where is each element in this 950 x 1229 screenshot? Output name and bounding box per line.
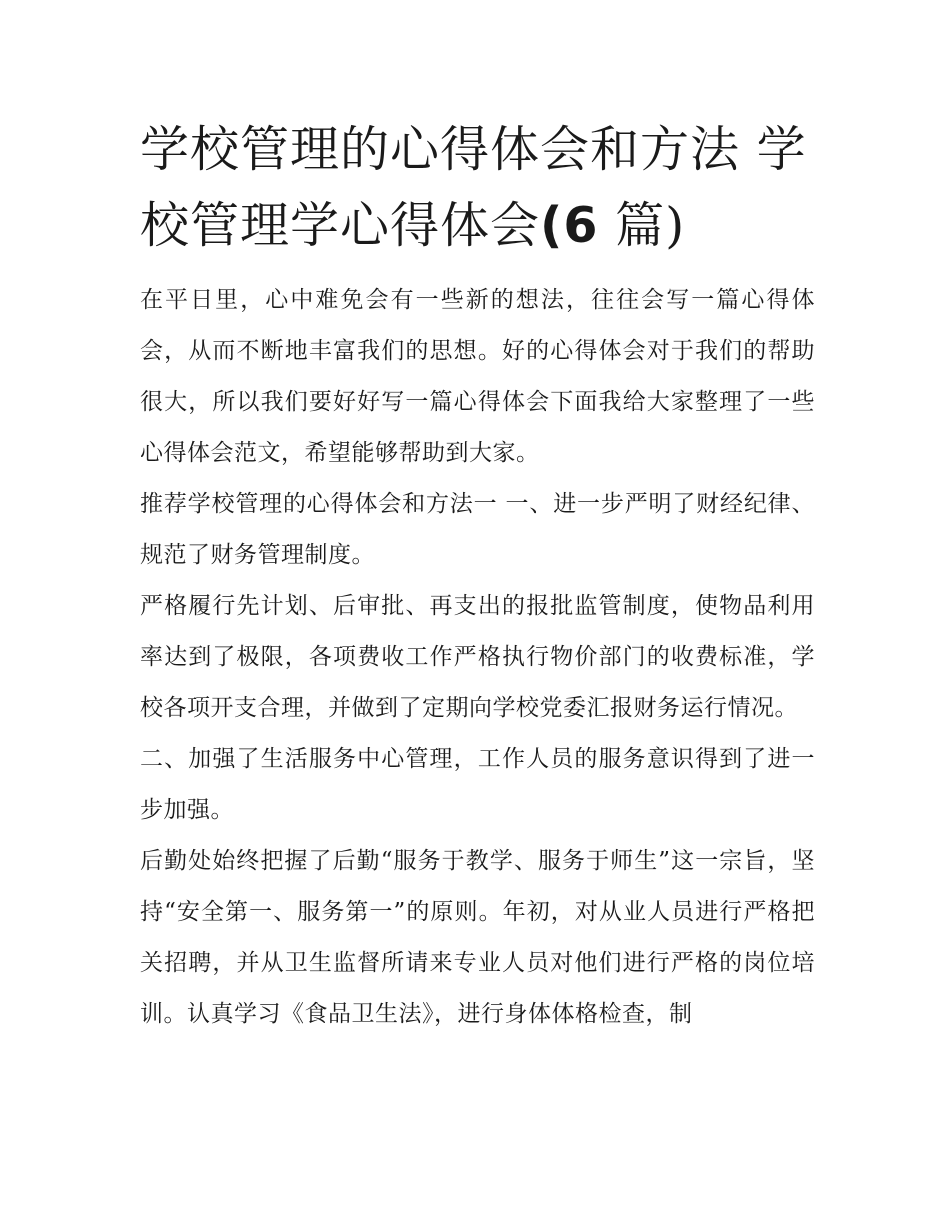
document-title [140,112,820,264]
title-text: 学校管理的心得体会和方法 学校管理学心得体会 [140,121,807,254]
title-count: (6 [540,197,599,254]
paragraph: 在平日里，心中难免会有一些新的想法，往往会写一篇心得体会，从而不断地丰富我们的思想。好的心得体会对于我们的帮助很大，所以我们要好好写一篇心得体会下面我给大家整理了一些心得体会范文，希望能够帮助到大家。 [140,287,815,466]
paragraph: 后勤处始终把握了后勤“服务于教学、服务于师生”这一宗旨，坚持“安全第一、服务第一”的原则。年初，对从业人员进行严格把关招聘，并从卫生监督所请来专业人员对他们进行严格的岗位培训。认真学习《食品卫生法》，进行身体体格检查，制 [140,848,815,1027]
paragraph: 推荐学校管理的心得体会和方法一 一、进一步严明了财经纪律、规范了财务管理制度。 [140,491,815,568]
title-suffix: 篇) [598,197,686,254]
paragraph: 严格履行先计划、后审批、再支出的报批监管制度，使物品利用率达到了极限，各项费收工作严格执行物价部门的收费标准，学校各项开支合理，并做到了定期向学校党委汇报财务运行情况。 [140,593,815,721]
document-body [140,275,815,1040]
paragraph: 二、加强了生活服务中心管理，工作人员的服务意识得到了进一步加强。 [140,746,815,823]
